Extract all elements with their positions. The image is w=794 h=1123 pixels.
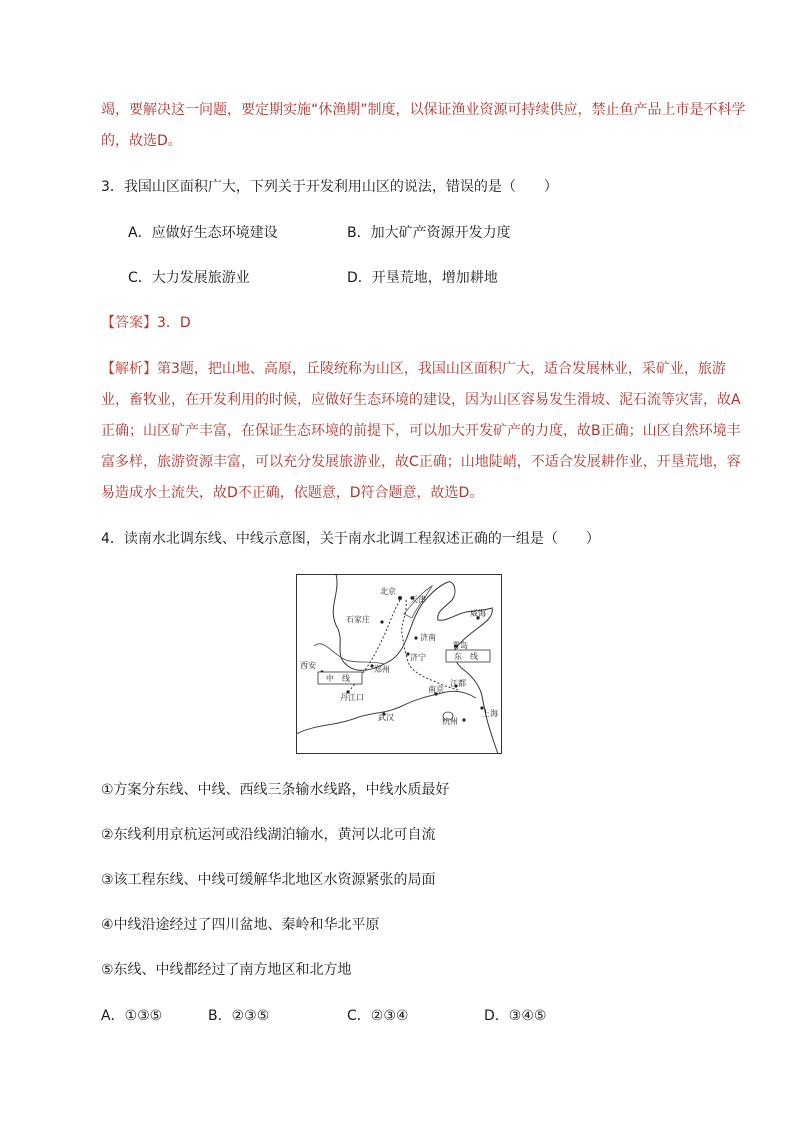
question-3-analysis-line-2: 业，畜牧业，在开发利用的时候，应做好生态环境的建设，因为山区容易发生滑坡、泥石流等灾害，故A: [101, 392, 741, 408]
shijiazhuang-marker: [380, 620, 383, 623]
analysis-tag: 【解析】: [101, 361, 157, 377]
qingdao-label: 青岛: [452, 641, 468, 650]
question-3-analysis-line-3: 正确；山区矿产丰富，在保证生态环境的前提下，可以加大开发矿产的力度，故B正确；山区自然环境丰: [101, 423, 741, 439]
question-3-analysis-line-1: [101, 359, 726, 379]
beijing-marker: [398, 596, 402, 600]
weihai-label: 威海: [470, 609, 486, 618]
answer-tag: 【答案】: [101, 315, 157, 331]
prev-explanation-line-1: 竭，要解决这一问题，要定期实施“休渔期”制度，以保证渔业资源可持续供应，禁止鱼产品上市是不科学: [101, 102, 746, 118]
xian-label: 西安: [300, 661, 316, 670]
statement-2: ②东线利用京杭运河或沿线湖泊输水，黄河以北可自流: [101, 827, 436, 843]
question-3-answer: [101, 313, 191, 333]
hangzhou-label: 杭州: [442, 717, 458, 726]
statement-1: ①方案分东线、中线、西线三条输水线路，中线水质最好: [101, 782, 450, 798]
south-north-water-diversion-map: [296, 574, 502, 754]
east-line-label: 东 线: [454, 652, 478, 661]
zhengzhou-label: 郑州: [374, 665, 390, 674]
beijing-label: 北京: [380, 587, 396, 596]
question-3-option-d: D．开垦荒地，增加耕地: [347, 270, 498, 286]
question-4-option-c: C．②③④: [347, 1008, 409, 1024]
jinan-label: 济南: [420, 633, 436, 642]
answer-text: 3．D: [157, 315, 191, 331]
middle-line-label: 中 线: [326, 674, 350, 683]
prev-explanation-line-2: 的，故选D。: [101, 133, 182, 149]
wuhan-label: 武汉: [378, 713, 394, 722]
question-3-analysis-line-4: 富多样，旅游资源丰富，可以充分发展旅游业，故C正确；山地陡峭，不适合发展耕作业，开垦荒地，容: [101, 454, 741, 470]
shijiazhuang-label: 石家庄: [346, 615, 370, 624]
statement-4: ④中线沿途经过了四川盆地、秦岭和华北平原: [101, 917, 380, 933]
hangzhou-marker: [462, 718, 465, 721]
statement-3: ③该工程东线、中线可缓解华北地区水资源紧张的局面: [101, 872, 436, 888]
jinan-marker: [414, 636, 417, 639]
question-3-option-c: C．大力发展旅游业: [128, 270, 250, 286]
nanjing-label: 南京: [428, 685, 444, 694]
danjiangkou-label: 丹江口: [340, 693, 364, 702]
statement-5: ⑤东线、中线都经过了南方地区和北方地: [101, 962, 352, 978]
jiangdu-label: 江都: [450, 679, 466, 688]
question-4-stem: 4．读南水北调东线、中线示意图，关于南水北调工程叙述正确的一组是（ ）: [101, 531, 600, 547]
question-3-option-a: A．应做好生态环境建设: [128, 225, 278, 241]
question-4-option-d: D．③④⑤: [484, 1008, 547, 1024]
jining-label: 济宁: [410, 653, 426, 662]
question-3-option-b: B．加大矿产资源开发力度: [347, 225, 511, 241]
question-3-stem: 3．我国山区面积广大，下列关于开发利用山区的说法，错误的是（ ）: [101, 179, 558, 195]
analysis-text: 第3题，把山地、高原，丘陵统称为山区，我国山区面积广大，适合发展林业，采矿业，旅游: [157, 361, 726, 377]
tianjin-label: 天津: [410, 595, 426, 604]
shanghai-label: 上海: [482, 709, 498, 718]
question-3-analysis-line-5: 易造成水土流失，故D不正确，依题意，D符合题意，故选D。: [101, 485, 484, 501]
question-4-option-a: A．①③⑤: [101, 1008, 163, 1024]
question-4-option-b: B．②③⑤: [208, 1008, 270, 1024]
